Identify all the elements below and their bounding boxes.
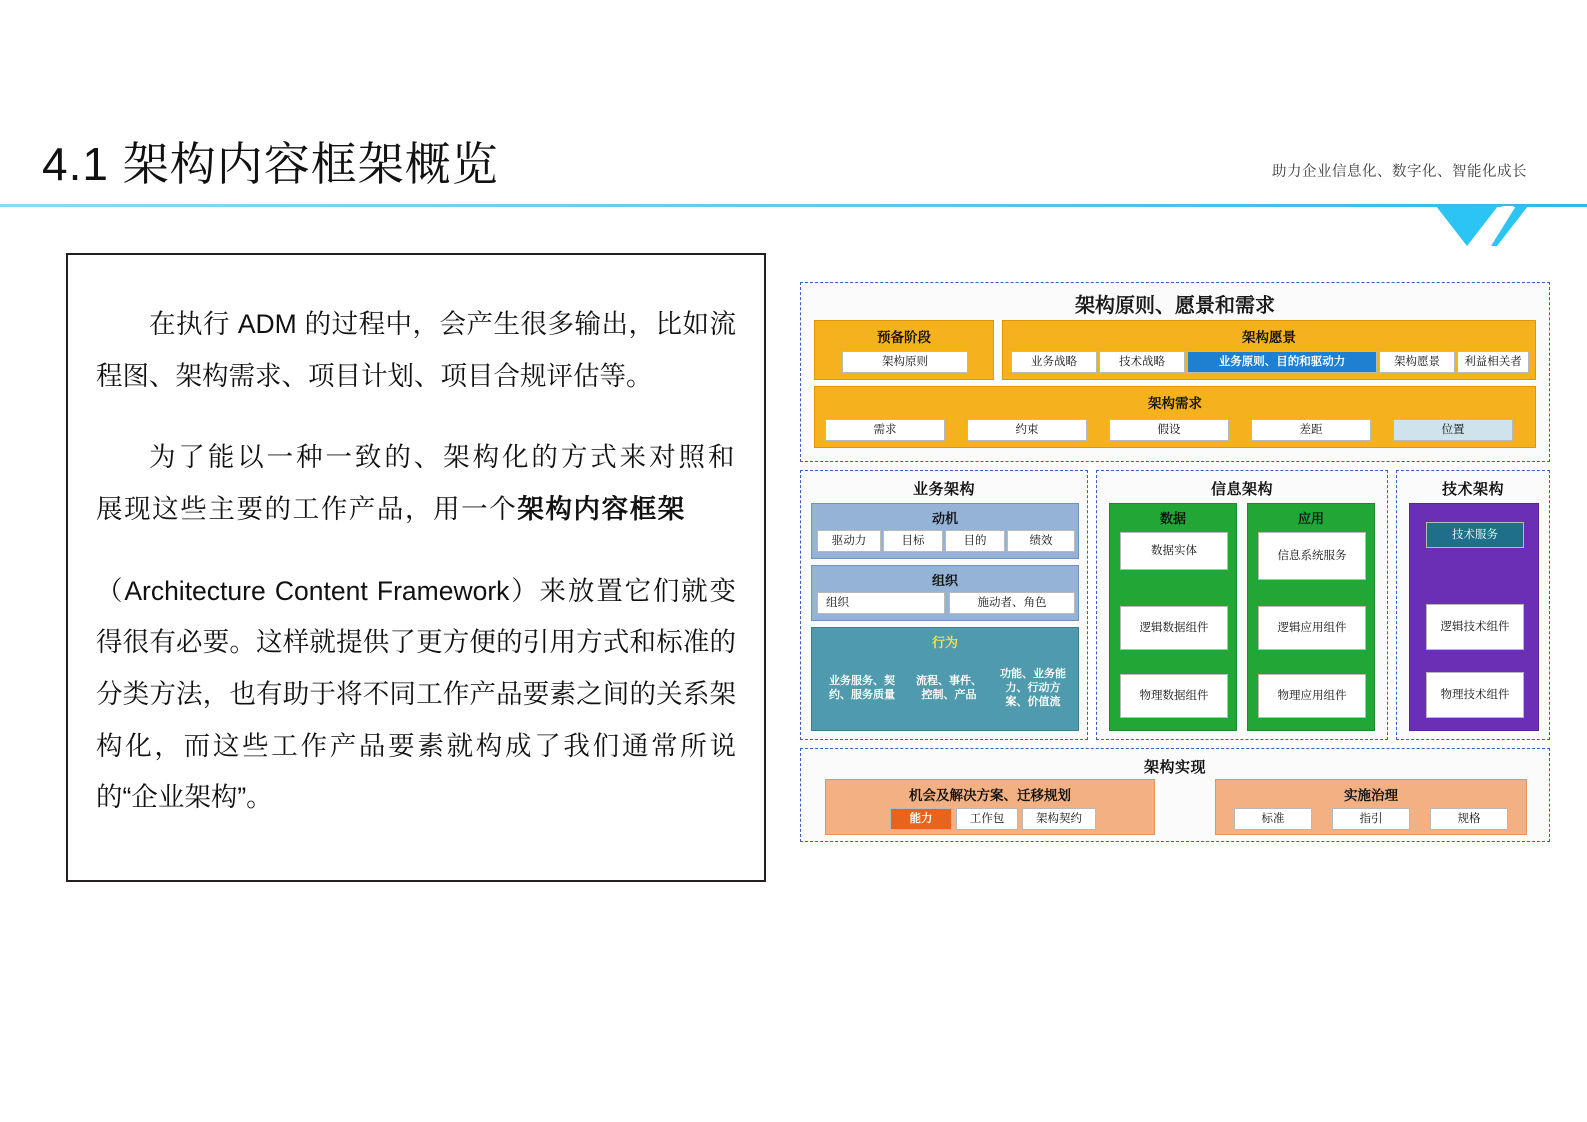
cell-architecture-vision[interactable]: 架构愿景 [1379, 351, 1455, 373]
cell-process-event-control-product[interactable]: 流程、事件、控制、产品 [911, 652, 987, 726]
cell-specification[interactable]: 规格 [1430, 808, 1508, 830]
section-title-technology: 技术架构 [1441, 481, 1504, 498]
architecture-content-framework-diagram [800, 282, 1550, 842]
cell-work-package[interactable]: 工作包 [956, 808, 1018, 830]
cell-location[interactable]: 位置 [1393, 419, 1513, 441]
group-technology [1409, 503, 1539, 731]
cell-organization[interactable]: 组织 [817, 592, 945, 614]
cell-architecture-contract[interactable]: 架构契约 [1022, 808, 1096, 830]
cell-business-service-contract-quality[interactable]: 业务服务、契约、服务质量 [817, 652, 907, 726]
paragraph-2 [96, 432, 736, 535]
group-organization [811, 565, 1079, 621]
cell-gap[interactable]: 差距 [1251, 419, 1371, 441]
cell-driver[interactable]: 驱动力 [817, 530, 881, 552]
section-title-principles: 架构原则、愿景和需求 [1075, 295, 1275, 317]
cell-technology-strategy[interactable]: 技术战略 [1099, 351, 1185, 373]
cell-logical-application-component[interactable]: 逻辑应用组件 [1258, 606, 1366, 650]
cell-physical-data-component[interactable]: 物理数据组件 [1120, 674, 1228, 718]
paragraph-1: 在执行 ADM 的过程中，会产生很多输出，比如流程图、架构需求、项目计划、项目合规评估等。 [96, 309, 736, 391]
description-card [66, 253, 766, 882]
section-title-information: 信息架构 [1210, 481, 1273, 498]
cell-data-entity[interactable]: 数据实体 [1120, 532, 1228, 570]
group-opportunities-label: 机会及解决方案、迁移规划 [909, 788, 1071, 803]
group-behavior-label: 行为 [931, 635, 958, 650]
cell-requirement[interactable]: 需求 [825, 419, 945, 441]
group-motivation-label: 动机 [931, 511, 958, 526]
cell-capability[interactable]: 能力 [890, 808, 952, 830]
section-title-realization: 架构实现 [1143, 759, 1206, 776]
chevron-down-icon [1436, 206, 1532, 262]
group-implementation-governance [1215, 779, 1527, 835]
cell-assumption[interactable]: 假设 [1109, 419, 1229, 441]
group-organization-label: 组织 [931, 573, 958, 588]
cell-measure[interactable]: 绩效 [1007, 530, 1075, 552]
group-data [1109, 503, 1237, 731]
group-architecture-requirements-label: 架构需求 [1148, 396, 1202, 411]
section-information-architecture [1096, 470, 1388, 740]
group-architecture-vision-label: 架构愿景 [1242, 330, 1296, 345]
cell-business-principles-goals-drivers[interactable]: 业务原则、目的和驱动力 [1187, 351, 1377, 373]
group-data-label: 数据 [1159, 511, 1186, 526]
paragraph-2-part1: 为了能以一种一致的、架构化的方式来对照和展现这些主要的工作产品，用一个 [96, 442, 736, 525]
cell-objective[interactable]: 目的 [945, 530, 1005, 552]
cell-goal[interactable]: 目标 [883, 530, 943, 552]
cell-technology-service[interactable]: 技术服务 [1426, 522, 1524, 548]
group-motivation [811, 503, 1079, 559]
cell-business-strategy[interactable]: 业务战略 [1011, 351, 1097, 373]
page-title: 4.1 架构内容框架概览 [42, 138, 499, 190]
group-preliminary [814, 320, 994, 380]
paragraph-2-emphasis: 架构内容框架 [517, 494, 686, 525]
group-governance-label: 实施治理 [1344, 788, 1398, 803]
group-application-label: 应用 [1297, 511, 1324, 526]
section-architecture-realization [800, 748, 1550, 842]
group-behavior [811, 627, 1079, 731]
group-opportunities-migration [825, 779, 1155, 835]
group-application [1247, 503, 1375, 731]
tagline: 助力企业信息化、数字化、智能化成长 [1272, 164, 1527, 180]
paragraph-3: （Architecture Content Framework）来放置它们就变得很有必要。这样就提供了更方便的引用方式和标准的分类方法，也有助于将不同工作产品要素之间的关系架构化，而这些工作产品要素就构成了我们通常所说的“企业架构”。 [96, 575, 736, 813]
cell-actor-role[interactable]: 施动者、角色 [949, 592, 1075, 614]
cell-physical-technology-component[interactable]: 物理技术组件 [1426, 672, 1524, 718]
group-architecture-vision [1002, 320, 1536, 380]
cell-physical-application-component[interactable]: 物理应用组件 [1258, 674, 1366, 718]
cell-constraint[interactable]: 约束 [967, 419, 1087, 441]
section-technology-architecture [1396, 470, 1550, 740]
cell-logical-technology-component[interactable]: 逻辑技术组件 [1426, 604, 1524, 650]
cell-standard[interactable]: 标准 [1234, 808, 1312, 830]
cell-information-system-service[interactable]: 信息系统服务 [1258, 532, 1366, 580]
cell-stakeholders[interactable]: 利益相关者 [1457, 351, 1529, 373]
group-architecture-requirements [814, 386, 1536, 448]
group-preliminary-label: 预备阶段 [877, 330, 931, 345]
cell-architecture-principles[interactable]: 架构原则 [842, 351, 968, 373]
cell-logical-data-component[interactable]: 逻辑数据组件 [1120, 606, 1228, 650]
cell-function-capability-valuestream[interactable]: 功能、业务能力、行动方案、价值流 [991, 652, 1075, 726]
section-business-architecture [800, 470, 1088, 740]
cell-guideline[interactable]: 指引 [1332, 808, 1410, 830]
section-title-business: 业务架构 [912, 481, 975, 498]
header-divider [0, 204, 1587, 207]
